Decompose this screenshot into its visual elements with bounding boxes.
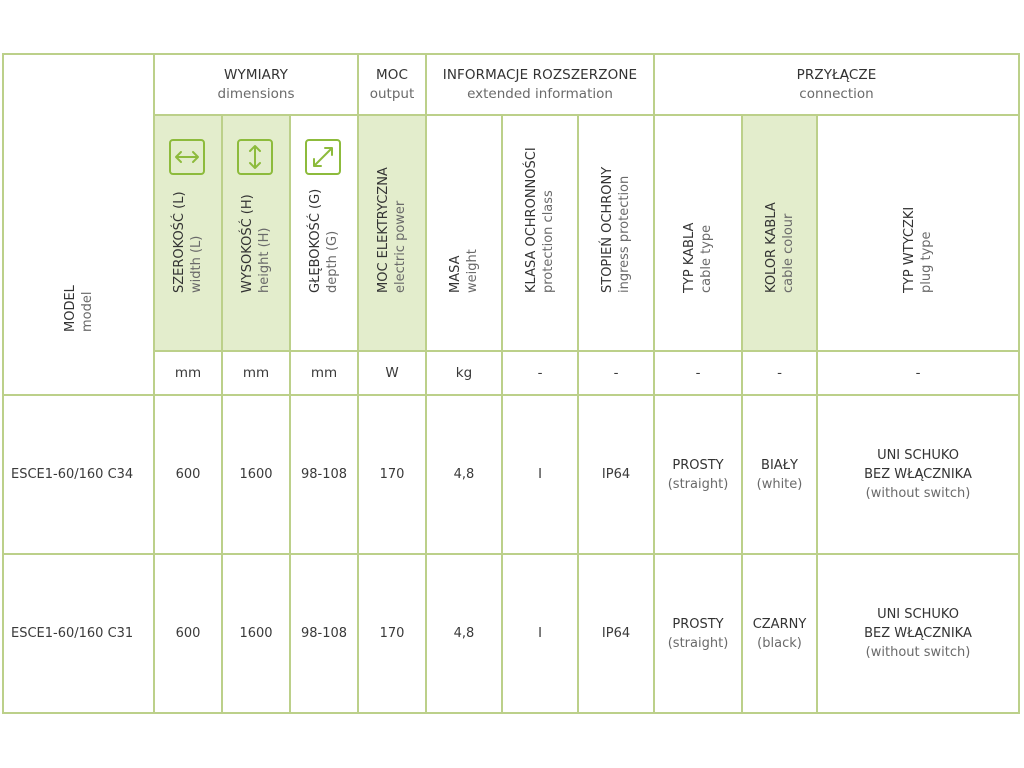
plug-type-line2: BEZ WŁĄCZNIKA xyxy=(864,467,972,482)
unit-protection-class: - xyxy=(502,351,578,395)
col-cable-colour-title: KOLOR KABLA xyxy=(763,202,779,294)
cell-depth: 98-108 xyxy=(290,554,358,713)
unit-power: W xyxy=(358,351,426,395)
group-dimensions xyxy=(154,54,358,115)
cell-cable-type xyxy=(654,395,742,554)
column-header-row xyxy=(3,115,1019,350)
group-output xyxy=(358,54,426,115)
cell-cable-colour xyxy=(742,554,817,713)
cell-plug-type xyxy=(817,554,1019,713)
group-output-subtitle: output xyxy=(369,86,415,103)
col-header-cable-colour xyxy=(742,115,817,350)
col-cable-type-subtitle: cable type xyxy=(699,224,714,294)
col-header-cable-type xyxy=(654,115,742,350)
table-row xyxy=(3,554,1019,713)
col-header-height xyxy=(222,115,290,350)
spec-table-container xyxy=(2,53,1020,714)
unit-depth: mm xyxy=(290,351,358,395)
cable-type-main: PROSTY xyxy=(672,616,724,632)
plug-type-line1: UNI SCHUKO xyxy=(877,607,959,622)
units-row xyxy=(3,351,1019,395)
col-weight-title: MASA xyxy=(448,255,463,294)
group-connection-subtitle: connection xyxy=(799,86,874,103)
cell-cable-type xyxy=(654,554,742,713)
plug-type-sub: (without switch) xyxy=(865,486,971,501)
cable-type-main: PROSTY xyxy=(672,457,724,473)
cell-power: 170 xyxy=(358,395,426,554)
cell-weight: 4,8 xyxy=(426,395,502,554)
cell-model: ESCE1-60/160 C31 xyxy=(3,554,154,713)
cell-model: ESCE1-60/160 C34 xyxy=(3,395,154,554)
spec-table xyxy=(2,53,1020,714)
cell-height: 1600 xyxy=(222,554,290,713)
plug-type-sub: (without switch) xyxy=(865,645,971,660)
col-header-protection-class xyxy=(502,115,578,350)
cable-type-sub: (straight) xyxy=(667,476,729,492)
depth-arrows-icon xyxy=(305,139,341,175)
table-row xyxy=(3,395,1019,554)
col-header-weight xyxy=(426,115,502,350)
col-plug-type-title: TYP WTYCZKI xyxy=(902,206,917,294)
unit-plug-type: - xyxy=(817,351,1019,395)
cell-width: 600 xyxy=(154,554,222,713)
col-power-title: MOC ELEKTRYCZNA xyxy=(376,167,391,294)
col-header-width xyxy=(154,115,222,350)
cable-colour-main: BIAŁY xyxy=(761,457,798,473)
col-depth-title: GŁĘBOKOŚĆ (G) xyxy=(308,188,323,294)
cell-protection-class: I xyxy=(502,395,578,554)
col-header-power xyxy=(358,115,426,350)
col-header-ingress xyxy=(578,115,654,350)
col-header-depth xyxy=(290,115,358,350)
col-height-title: WYSOKOŚĆ (H) xyxy=(240,194,255,294)
model-header-label xyxy=(62,285,96,332)
model-header-cell xyxy=(3,54,154,395)
cell-ingress: IP64 xyxy=(578,554,654,713)
cell-height: 1600 xyxy=(222,395,290,554)
height-arrows-icon xyxy=(237,139,273,175)
group-dimensions-title: WYMIARY xyxy=(224,67,288,84)
plug-type-line1: UNI SCHUKO xyxy=(877,448,959,463)
cell-protection-class: I xyxy=(502,554,578,713)
cable-colour-sub: (white) xyxy=(756,476,803,492)
cell-weight: 4,8 xyxy=(426,554,502,713)
unit-height: mm xyxy=(222,351,290,395)
group-extended xyxy=(426,54,654,115)
cell-width: 600 xyxy=(154,395,222,554)
col-width-title: SZEROKOŚĆ (L) xyxy=(172,191,187,294)
col-cable-colour-subtitle: cable colour xyxy=(780,213,796,294)
col-ingress-title: STOPIEŃ OCHRONY xyxy=(600,166,615,294)
cell-cable-colour xyxy=(742,395,817,554)
group-output-title: MOC xyxy=(376,67,408,84)
plug-type-line2: BEZ WŁĄCZNIKA xyxy=(864,626,972,641)
model-header-title: MODEL xyxy=(62,285,78,332)
col-power-subtitle: electric power xyxy=(393,200,408,294)
group-extended-title: INFORMACJE ROZSZERZONE xyxy=(442,67,638,84)
col-height-subtitle: height (H) xyxy=(257,227,272,294)
model-header-subtitle: model xyxy=(79,291,95,332)
unit-ingress: - xyxy=(578,351,654,395)
col-plug-type-subtitle: plug type xyxy=(919,231,934,294)
unit-width: mm xyxy=(154,351,222,395)
unit-cable-type: - xyxy=(654,351,742,395)
unit-cable-colour: - xyxy=(742,351,817,395)
cable-colour-main: CZARNY xyxy=(752,616,807,632)
group-extended-subtitle: extended information xyxy=(467,86,613,103)
width-arrows-icon xyxy=(169,139,205,175)
group-connection xyxy=(654,54,1019,115)
col-depth-subtitle: depth (G) xyxy=(325,230,340,294)
cell-power: 170 xyxy=(358,554,426,713)
col-width-subtitle: width (L) xyxy=(189,235,204,294)
col-protection-class-title: KLASA OCHRONNOŚCI xyxy=(524,147,539,294)
cable-type-sub: (straight) xyxy=(667,635,729,651)
col-cable-type-title: TYP KABLA xyxy=(682,222,697,294)
group-dimensions-subtitle: dimensions xyxy=(217,86,295,103)
cell-plug-type xyxy=(817,395,1019,554)
cable-colour-sub: (black) xyxy=(757,635,802,651)
cell-ingress: IP64 xyxy=(578,395,654,554)
col-header-plug-type xyxy=(817,115,1019,350)
group-connection-title: PRZYŁĄCZE xyxy=(796,67,877,84)
col-ingress-subtitle: ingress protection xyxy=(617,175,632,294)
unit-weight: kg xyxy=(426,351,502,395)
col-weight-subtitle: weight xyxy=(465,249,480,294)
col-protection-class-subtitle: protection class xyxy=(541,190,556,294)
cell-depth: 98-108 xyxy=(290,395,358,554)
group-header-row xyxy=(3,54,1019,115)
